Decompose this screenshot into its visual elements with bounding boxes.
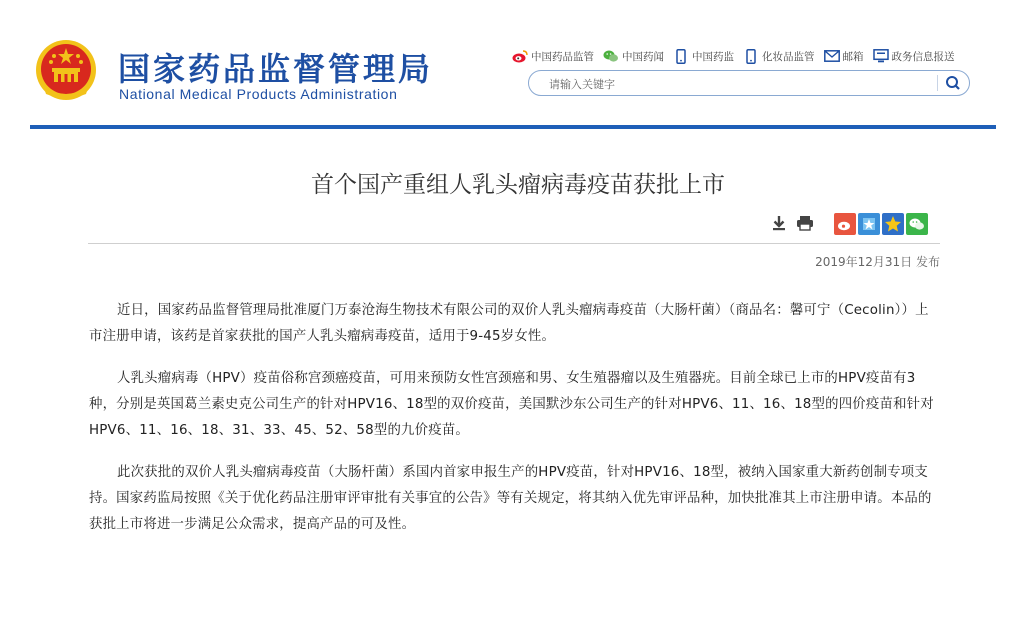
link-weibo[interactable] xyxy=(512,48,594,64)
monitor-icon xyxy=(873,48,889,64)
wechat-icon xyxy=(603,48,619,64)
article-paragraph: 人乳头瘤病毒（HPV）疫苗俗称宫颈癌疫苗，可用来预防女性宫颈癌和男、女生殖器瘤以及生殖器疣。目前全球已上市的HPV疫苗有3种，分别是英国葛兰素史克公司生产的针对HPV16、18型的双价疫苗，美国默沙东公司生产的针对HPV6、11、16、18型的四价疫苗和针对HPV6、11、16、18、31、33、45、52、58型的九价疫苗。 xyxy=(89,371,934,438)
weibo-share-icon xyxy=(837,217,853,231)
share-qzone-button[interactable] xyxy=(858,213,880,235)
qzone-share-icon xyxy=(861,216,877,232)
print-button[interactable] xyxy=(794,212,816,234)
mobile-icon xyxy=(743,48,759,64)
site-title-english[interactable]: National Medical Products Administration xyxy=(119,86,398,102)
link-label: 邮箱 xyxy=(842,50,864,63)
share-star-button[interactable] xyxy=(882,213,904,235)
download-icon xyxy=(771,215,787,231)
top-links xyxy=(512,46,955,66)
star-share-icon xyxy=(884,215,902,233)
search-icon xyxy=(943,74,963,92)
article-divider xyxy=(88,243,940,244)
link-label: 中国药闻 xyxy=(622,50,664,63)
article-paragraph: 近日，国家药品监督管理局批准厦门万泰沧海生物技术有限公司的双价人乳头瘤病毒疫苗（大肠杆菌）（商品名：馨可宁（Cecolin））上市注册申请，该药是首家获批的国产人乳头瘤病毒疫苗，适用于9-45岁女性。 xyxy=(89,303,929,344)
site-header xyxy=(0,0,1036,130)
header-divider xyxy=(30,125,996,129)
weibo-icon xyxy=(512,48,528,64)
search-input[interactable] xyxy=(547,74,931,94)
search-divider xyxy=(937,75,938,91)
share-weibo-button[interactable] xyxy=(834,213,856,235)
link-mail[interactable] xyxy=(824,48,864,64)
link-label: 中国药品监管 xyxy=(531,50,594,63)
link-wechat[interactable] xyxy=(603,48,664,64)
mail-icon xyxy=(824,48,840,64)
publish-date: 2019年12月31日 发布 xyxy=(815,255,940,269)
link-info-report[interactable] xyxy=(873,48,955,64)
article-body xyxy=(89,298,941,554)
article-tools xyxy=(768,212,816,234)
article-paragraph: 此次获批的双价人乳头瘤病毒疫苗（大肠杆菌）系国内首家申报生产的HPV疫苗，针对HPV16、18型，被纳入国家重大新药创制专项支持。国家药监局按照《关于优化药品注册审评审批有关事宜的公告》等有关规定，将其纳入优先审评品种，加快批准其上市注册申请。本品的获批上市将进一步满足公众需求，提高产品的可及性。 xyxy=(89,465,932,532)
article-title: 首个国产重组人乳头瘤病毒疫苗获批上市 xyxy=(311,172,725,198)
share-bar xyxy=(834,213,928,235)
download-button[interactable] xyxy=(768,212,790,234)
link-label: 化妆品监管 xyxy=(762,50,815,63)
link-app-yaojian[interactable] xyxy=(673,48,734,64)
national-emblem-icon xyxy=(34,38,98,102)
site-title[interactable]: 国家药品监督管理局 xyxy=(118,50,434,88)
search-button[interactable] xyxy=(943,74,963,92)
link-label: 中国药监 xyxy=(692,50,734,63)
print-icon xyxy=(796,215,814,231)
wechat-share-icon xyxy=(908,216,926,232)
mobile-icon xyxy=(673,48,689,64)
search-box xyxy=(528,70,970,96)
link-label: 政务信息报送 xyxy=(891,50,955,63)
link-app-cosmetics[interactable] xyxy=(743,48,815,64)
share-wechat-button[interactable] xyxy=(906,213,928,235)
